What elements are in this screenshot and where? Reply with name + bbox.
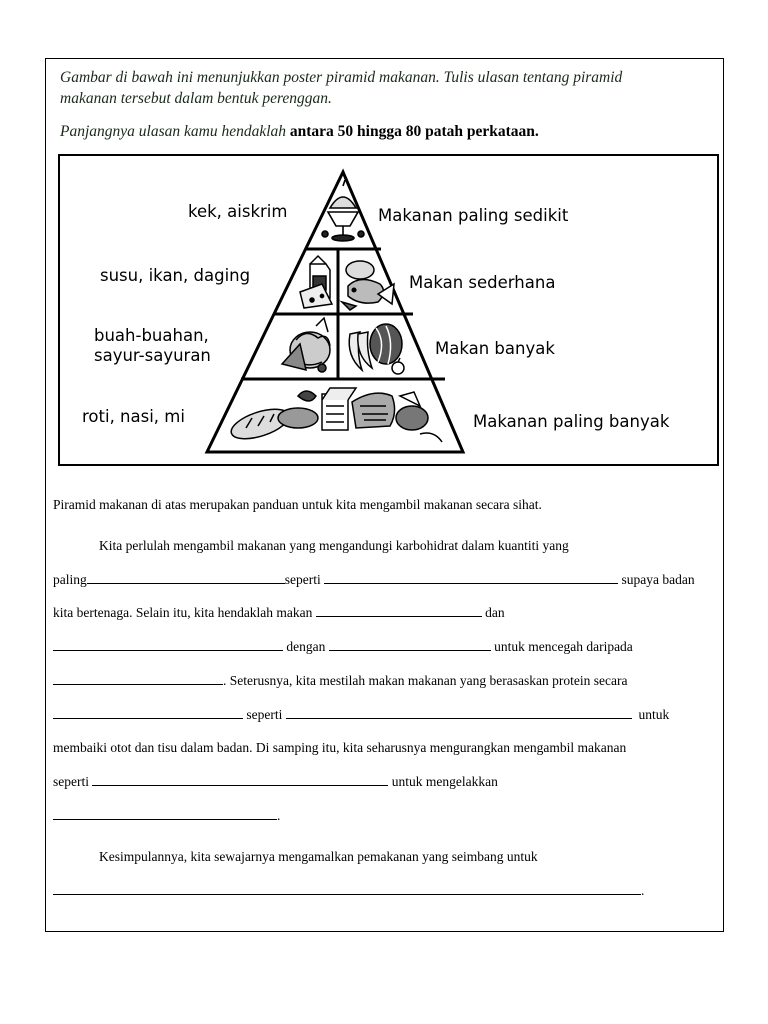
blank-karbohidrat-examples[interactable]: [324, 571, 618, 584]
level-4-food-label: roti, nasi, mi: [82, 407, 185, 426]
food-pyramid-poster: [58, 154, 719, 466]
instruction-length: [60, 121, 710, 142]
text-mencegah: untuk mencegah daripada: [494, 639, 633, 654]
text-mengelakkan: untuk mengelakkan: [391, 774, 498, 789]
essay-intro: Piramid makanan di atas merupakan panduan untuk kita mengambil makanan secara sihat.: [53, 497, 542, 512]
text-seterusnya: . Seterusnya, kita mestilah makan makanan yang berasaskan protein secara: [223, 673, 628, 688]
bread-rice-noodle-icon: [228, 388, 442, 445]
level-1-food-label: kek, aiskrim: [188, 202, 288, 221]
instruction-length-text: Panjangnya ulasan kamu hendaklah: [60, 123, 287, 140]
blank-fruit-veg-2[interactable]: [53, 638, 283, 651]
text-seperti-1: seperti: [284, 572, 321, 587]
vegetables-icon: [282, 318, 330, 372]
level-3-food-label-line-1: buah-buahan,: [94, 326, 209, 345]
fish-meat-icon: [342, 261, 394, 310]
essay-p1-line-3: [53, 604, 505, 622]
instruction-line-2: makanan tersebut dalam bentuk perenggan.: [60, 90, 332, 107]
level-3-food-label-line-2: sayur-sayuran: [94, 346, 211, 365]
level-1-amount-label: Makanan paling sedikit: [378, 206, 569, 225]
essay-p1-line-6: [53, 706, 669, 724]
blank-disease[interactable]: [53, 672, 223, 685]
text-seperti-2: seperti: [246, 707, 283, 722]
essay-p1-line-5: [53, 672, 627, 690]
essay-p2-line-2: [53, 882, 644, 900]
essay-p1-line-7: membaiki otot dan tisu dalam badan. Di samping itu, kita seharusnya mengurangkan mengambil makanan: [53, 740, 627, 755]
text-period-2: .: [641, 883, 645, 898]
blank-reduce-examples[interactable]: [92, 773, 388, 786]
essay-p2-line-1: Kesimpulannya, kita sewajarnya mengamalkan pemakanan yang seimbang untuk: [99, 849, 538, 864]
blank-conclusion[interactable]: [53, 882, 641, 895]
text-supaya-badan: supaya badan: [621, 572, 695, 587]
text-makan: kita bertenaga. Selain itu, kita hendaklah makan: [53, 605, 313, 620]
level-2-amount-label: Makan sederhana: [409, 273, 556, 292]
level-2-food-label: susu, ikan, daging: [100, 266, 251, 285]
level-4-amount-label: Makanan paling banyak: [473, 412, 670, 431]
text-period-1: .: [277, 808, 281, 823]
instruction-length-bold: antara 50 hingga 80 patah perkataan.: [289, 123, 539, 140]
blank-protein-examples[interactable]: [286, 706, 632, 719]
text-seperti-3: seperti: [53, 774, 89, 789]
blank-fruit-veg[interactable]: [316, 604, 482, 617]
ice-cream-sundae-icon: [322, 180, 364, 241]
text-dan: dan: [485, 605, 505, 620]
essay-p1-line-4: [53, 638, 633, 656]
blank-avoid-disease[interactable]: [53, 807, 277, 820]
text-untuk: untuk: [638, 707, 670, 722]
fruits-icon: [349, 324, 404, 374]
blank-amount-2[interactable]: [329, 638, 491, 651]
blank-protein-amount[interactable]: [53, 706, 243, 719]
essay-p1-line-2: [53, 571, 695, 589]
essay-p1-line-8: [53, 773, 498, 791]
essay-p1-line-9: [53, 807, 280, 825]
essay-p1-line-1: Kita perlulah mengambil makanan yang mengandungi karbohidrat dalam kuantiti yang: [99, 538, 569, 553]
instruction-line-1: Gambar di bawah ini menunjukkan poster piramid makanan. Tulis ulasan tentang piramid: [60, 69, 623, 86]
text-dengan: dengan: [286, 639, 326, 654]
blank-karbohidrat-amount[interactable]: [87, 571, 285, 584]
milk-cheese-icon: [300, 256, 332, 308]
level-3-amount-label: Makan banyak: [435, 339, 555, 358]
text-paling: paling: [53, 572, 87, 587]
